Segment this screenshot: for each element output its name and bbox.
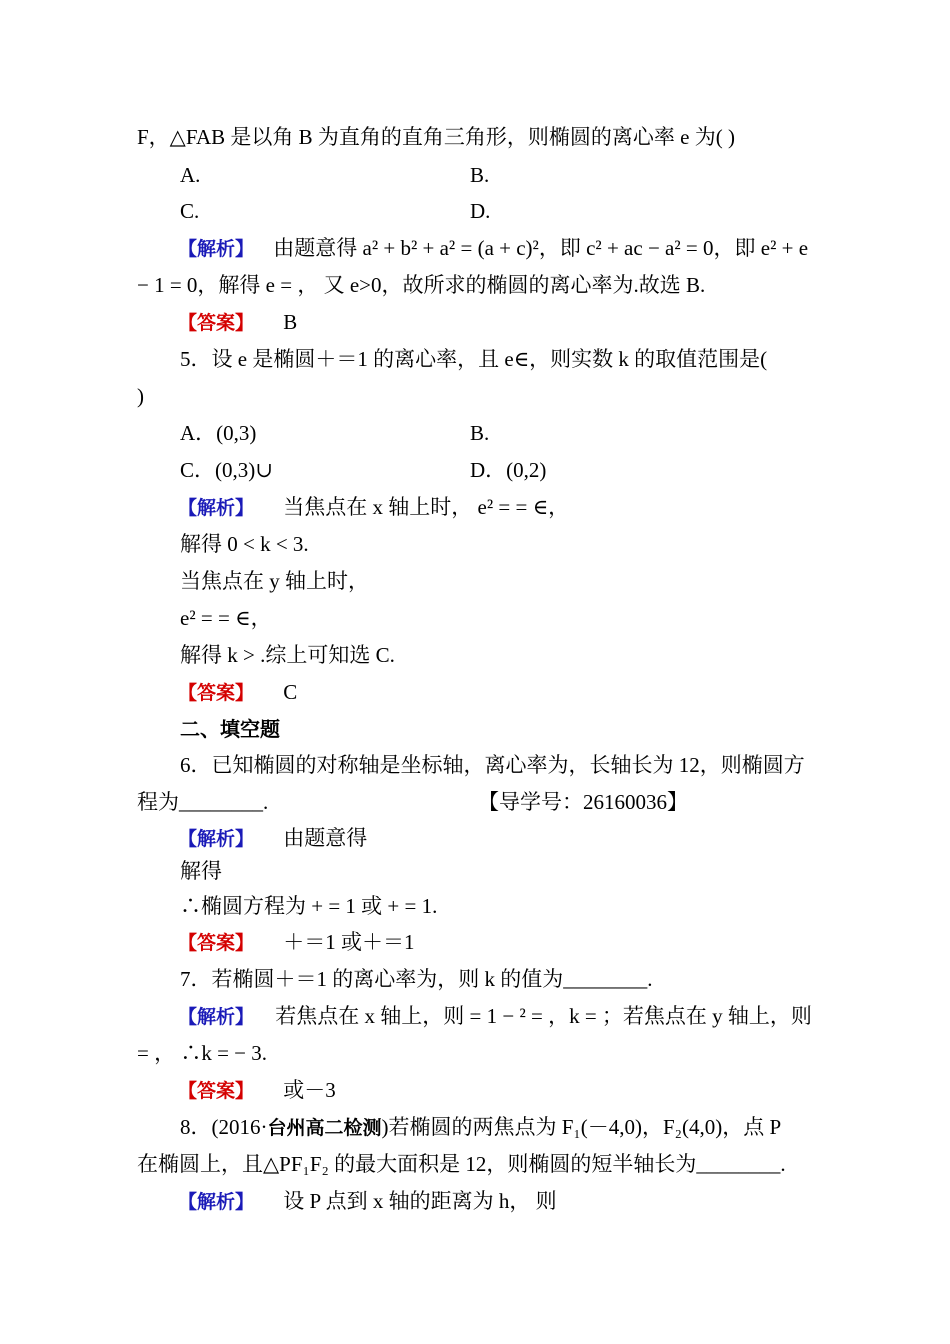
q7-analysis-continued: = ， ∴k = − 3.: [137, 1041, 268, 1065]
analysis-tag: 【解析】: [178, 497, 255, 519]
analysis-text: 由题意得: [283, 826, 368, 850]
analysis-text: 设 P 点到 x 轴的距离为 h， 则: [283, 1189, 557, 1213]
q5-analysis: [178, 492, 569, 523]
q5-analysis-line3: 当焦点在 y 轴上时，: [180, 569, 369, 593]
answer-tag: 【答案】: [178, 932, 255, 954]
answer-text: C: [283, 680, 298, 704]
answer-tag: 【答案】: [178, 312, 255, 334]
q4-option-a: A.: [180, 163, 201, 187]
q4-answer: [178, 307, 297, 338]
answer-tag: 【答案】: [178, 682, 255, 704]
analysis-text: 由题意得 a² + b² + a² = (a + c)²，即 c² + ac − a² = 0，即 e² + e: [273, 236, 809, 260]
q5-option-b: B.: [470, 421, 490, 445]
q8-number: 8．(2016·: [180, 1115, 268, 1139]
q5-stem: 5．设 e 是椭圆＋＝1 的离心率，且 e∈，则实数 k 的取值范围是(: [180, 347, 768, 371]
q5-option-d: D．(0,2): [470, 458, 547, 482]
q4-stem-continued: F，△FAB 是以角 B 为直角的直角三角形，则椭圆的离心率 e 为( ): [137, 125, 735, 149]
analysis-tag: 【解析】: [178, 828, 255, 850]
analysis-tag: 【解析】: [178, 238, 255, 260]
q5-analysis-line4: e² = = ∈，: [180, 606, 272, 630]
q6-stem-continued: 程为________.: [137, 790, 269, 814]
q4-option-d: D.: [470, 199, 491, 223]
analysis-text: 若焦点在 x 轴上，则 = 1 − ² = ，k = ；若焦点在 y 轴上，则: [275, 1004, 812, 1028]
q8-analysis: [178, 1186, 557, 1217]
analysis-tag: 【解析】: [178, 1191, 255, 1213]
q4-option-c: C.: [180, 199, 200, 223]
q6-analysis-line2: 解得: [180, 859, 222, 883]
q6-stem: 6．已知椭圆的对称轴是坐标轴，离心率为，长轴长为 12，则椭圆方: [180, 753, 805, 777]
q7-answer: [178, 1075, 336, 1106]
q7-analysis: [178, 1001, 812, 1032]
answer-text: 或－3: [283, 1078, 336, 1102]
answer-text: B: [283, 310, 298, 334]
analysis-tag: 【解析】: [178, 1006, 255, 1028]
answer-tag: 【答案】: [178, 1080, 255, 1102]
q5-option-a: A．(0,3): [180, 421, 257, 445]
answer-text: ＋＝1 或＋＝1: [283, 930, 415, 954]
q8-stem-continued: 在椭圆上，且△PF₁F₂ 的最大面积是 12，则椭圆的短半轴长为________.: [137, 1152, 786, 1176]
q6-analysis-line3: ∴椭圆方程为 + = 1 或 + = 1.: [180, 894, 438, 918]
q8-stem: [180, 1112, 781, 1143]
q5-stem-continued: ): [137, 384, 144, 408]
q4-option-b: B.: [470, 163, 490, 187]
q6-guide-number: 【导学号：26160036】: [478, 790, 688, 814]
q7-stem: 7．若椭圆＋＝1 的离心率为，则 k 的值为________.: [180, 967, 653, 991]
q5-answer: [178, 677, 297, 708]
q5-option-c: C．(0,3)∪: [180, 458, 273, 482]
q5-analysis-line5: 解得 k > .综上可知选 C.: [180, 643, 395, 667]
q4-analysis: [178, 233, 808, 264]
q4-analysis-continued: − 1 = 0，解得 e = ， 又 e>0，故所求的椭圆的离心率为.故选 B.: [137, 273, 706, 297]
section-heading: 二、填空题: [180, 717, 280, 741]
q6-analysis: [178, 823, 367, 854]
q8-source: 台州高二检测: [267, 1117, 382, 1139]
q6-answer: [178, 927, 415, 958]
q5-analysis-line2: 解得 0 < k < 3.: [180, 532, 309, 556]
analysis-text: 当焦点在 x 轴上时， e² = = ∈，: [283, 495, 570, 519]
q8-stem-text: )若椭圆的两焦点为 F₁(－4,0)，F₂(4,0)，点 P: [381, 1115, 782, 1139]
